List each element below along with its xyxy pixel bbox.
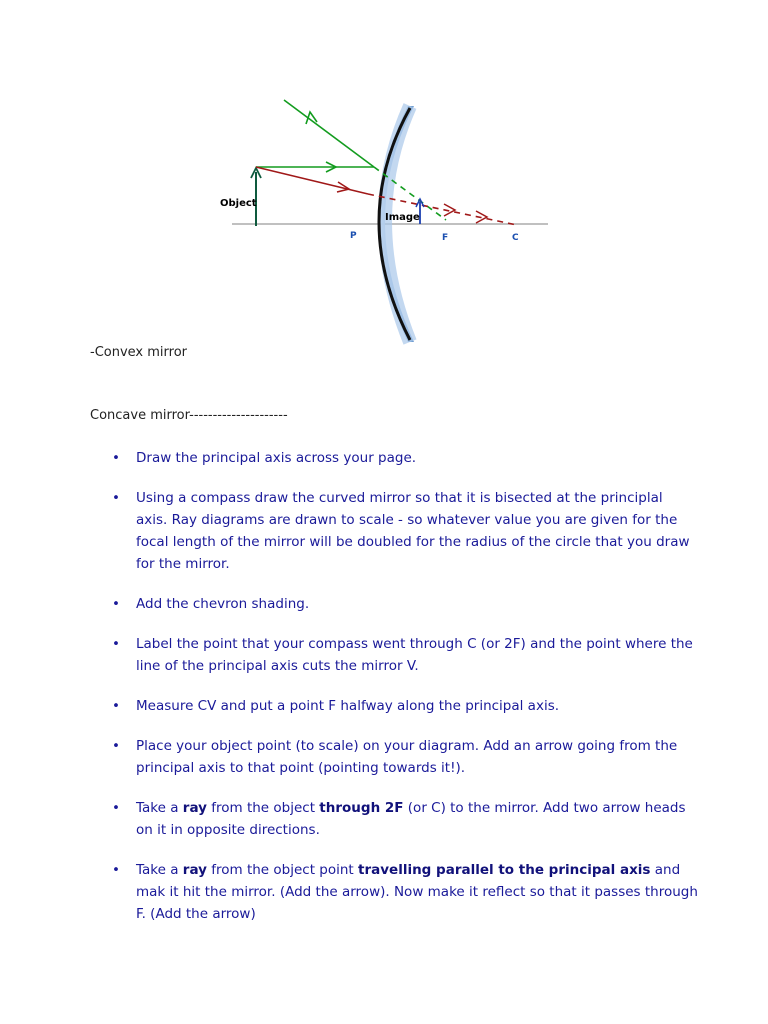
step-text-pre: Take a (136, 800, 183, 816)
bullet-icon: • (112, 596, 120, 612)
step-text-mid: from the object (206, 800, 320, 816)
step-text: Label the point that your compass went through C (or 2F) and the point where the line of the principal axis cuts the mirror V. (136, 636, 693, 674)
step-text-post: and mak it hit the mirror. (Add the arrow). Now make it reflect so that it passes through F. (Add the arrow) (136, 862, 698, 922)
point-c-label: C (512, 233, 519, 243)
bullet-icon: • (112, 450, 120, 466)
emphasis-parallel: travelling parallel to the principal axis (358, 862, 651, 878)
point-p-label: P (350, 231, 357, 241)
step-text-pre: Take a (136, 862, 183, 878)
convex-mirror-ray-diagram (210, 88, 560, 348)
bullet-icon: • (112, 738, 120, 754)
list-item (108, 633, 698, 677)
step-text: Place your object point (to scale) on your diagram. Add an arrow going from the principal axis to that point (pointing towards it!). (136, 738, 678, 776)
step-text-mid: from the object point (206, 862, 359, 878)
bullet-icon: • (112, 636, 120, 652)
step-text: Draw the principal axis across your page. (136, 450, 417, 466)
list-item (108, 797, 698, 841)
concave-mirror-heading: Concave mirror--------------------- (90, 408, 288, 423)
step-text-post: (or C) to the mirror. Add two arrow heads on it in opposite directions. (136, 800, 686, 838)
step-text: Measure CV and put a point F halfway along the principal axis. (136, 698, 560, 714)
list-item (108, 695, 698, 717)
emphasis-ray: ray (182, 800, 207, 816)
emphasis-through-2f: through 2F (319, 800, 404, 816)
reflected-ray (284, 100, 374, 167)
bullet-icon: • (112, 800, 120, 816)
convex-mirror-caption: -Convex mirror (90, 345, 187, 360)
reflected-ray-arrowhead (306, 112, 317, 124)
bullet-icon: • (112, 490, 120, 506)
list-item (108, 593, 698, 615)
list-item (108, 487, 698, 575)
instruction-list (108, 447, 698, 943)
ray-towards-c (256, 167, 368, 194)
object-label: Object (220, 198, 257, 209)
list-item (108, 735, 698, 779)
step-text: Add the chevron shading. (136, 596, 310, 612)
emphasis-ray: ray (182, 862, 207, 878)
image-label: Image (385, 212, 420, 223)
list-item (108, 447, 698, 469)
step-text: Using a compass draw the curved mirror so that it is bisected at the principlal axis. Ray diagrams are drawn to scale - so whatever value you are given for the focal length of the mirror will be doubled for the radius of the circle that you draw for the mirror. (136, 490, 690, 572)
bullet-icon: • (112, 698, 120, 714)
list-item (108, 859, 698, 925)
point-f-label: F (442, 233, 449, 243)
bullet-icon: • (112, 862, 120, 878)
